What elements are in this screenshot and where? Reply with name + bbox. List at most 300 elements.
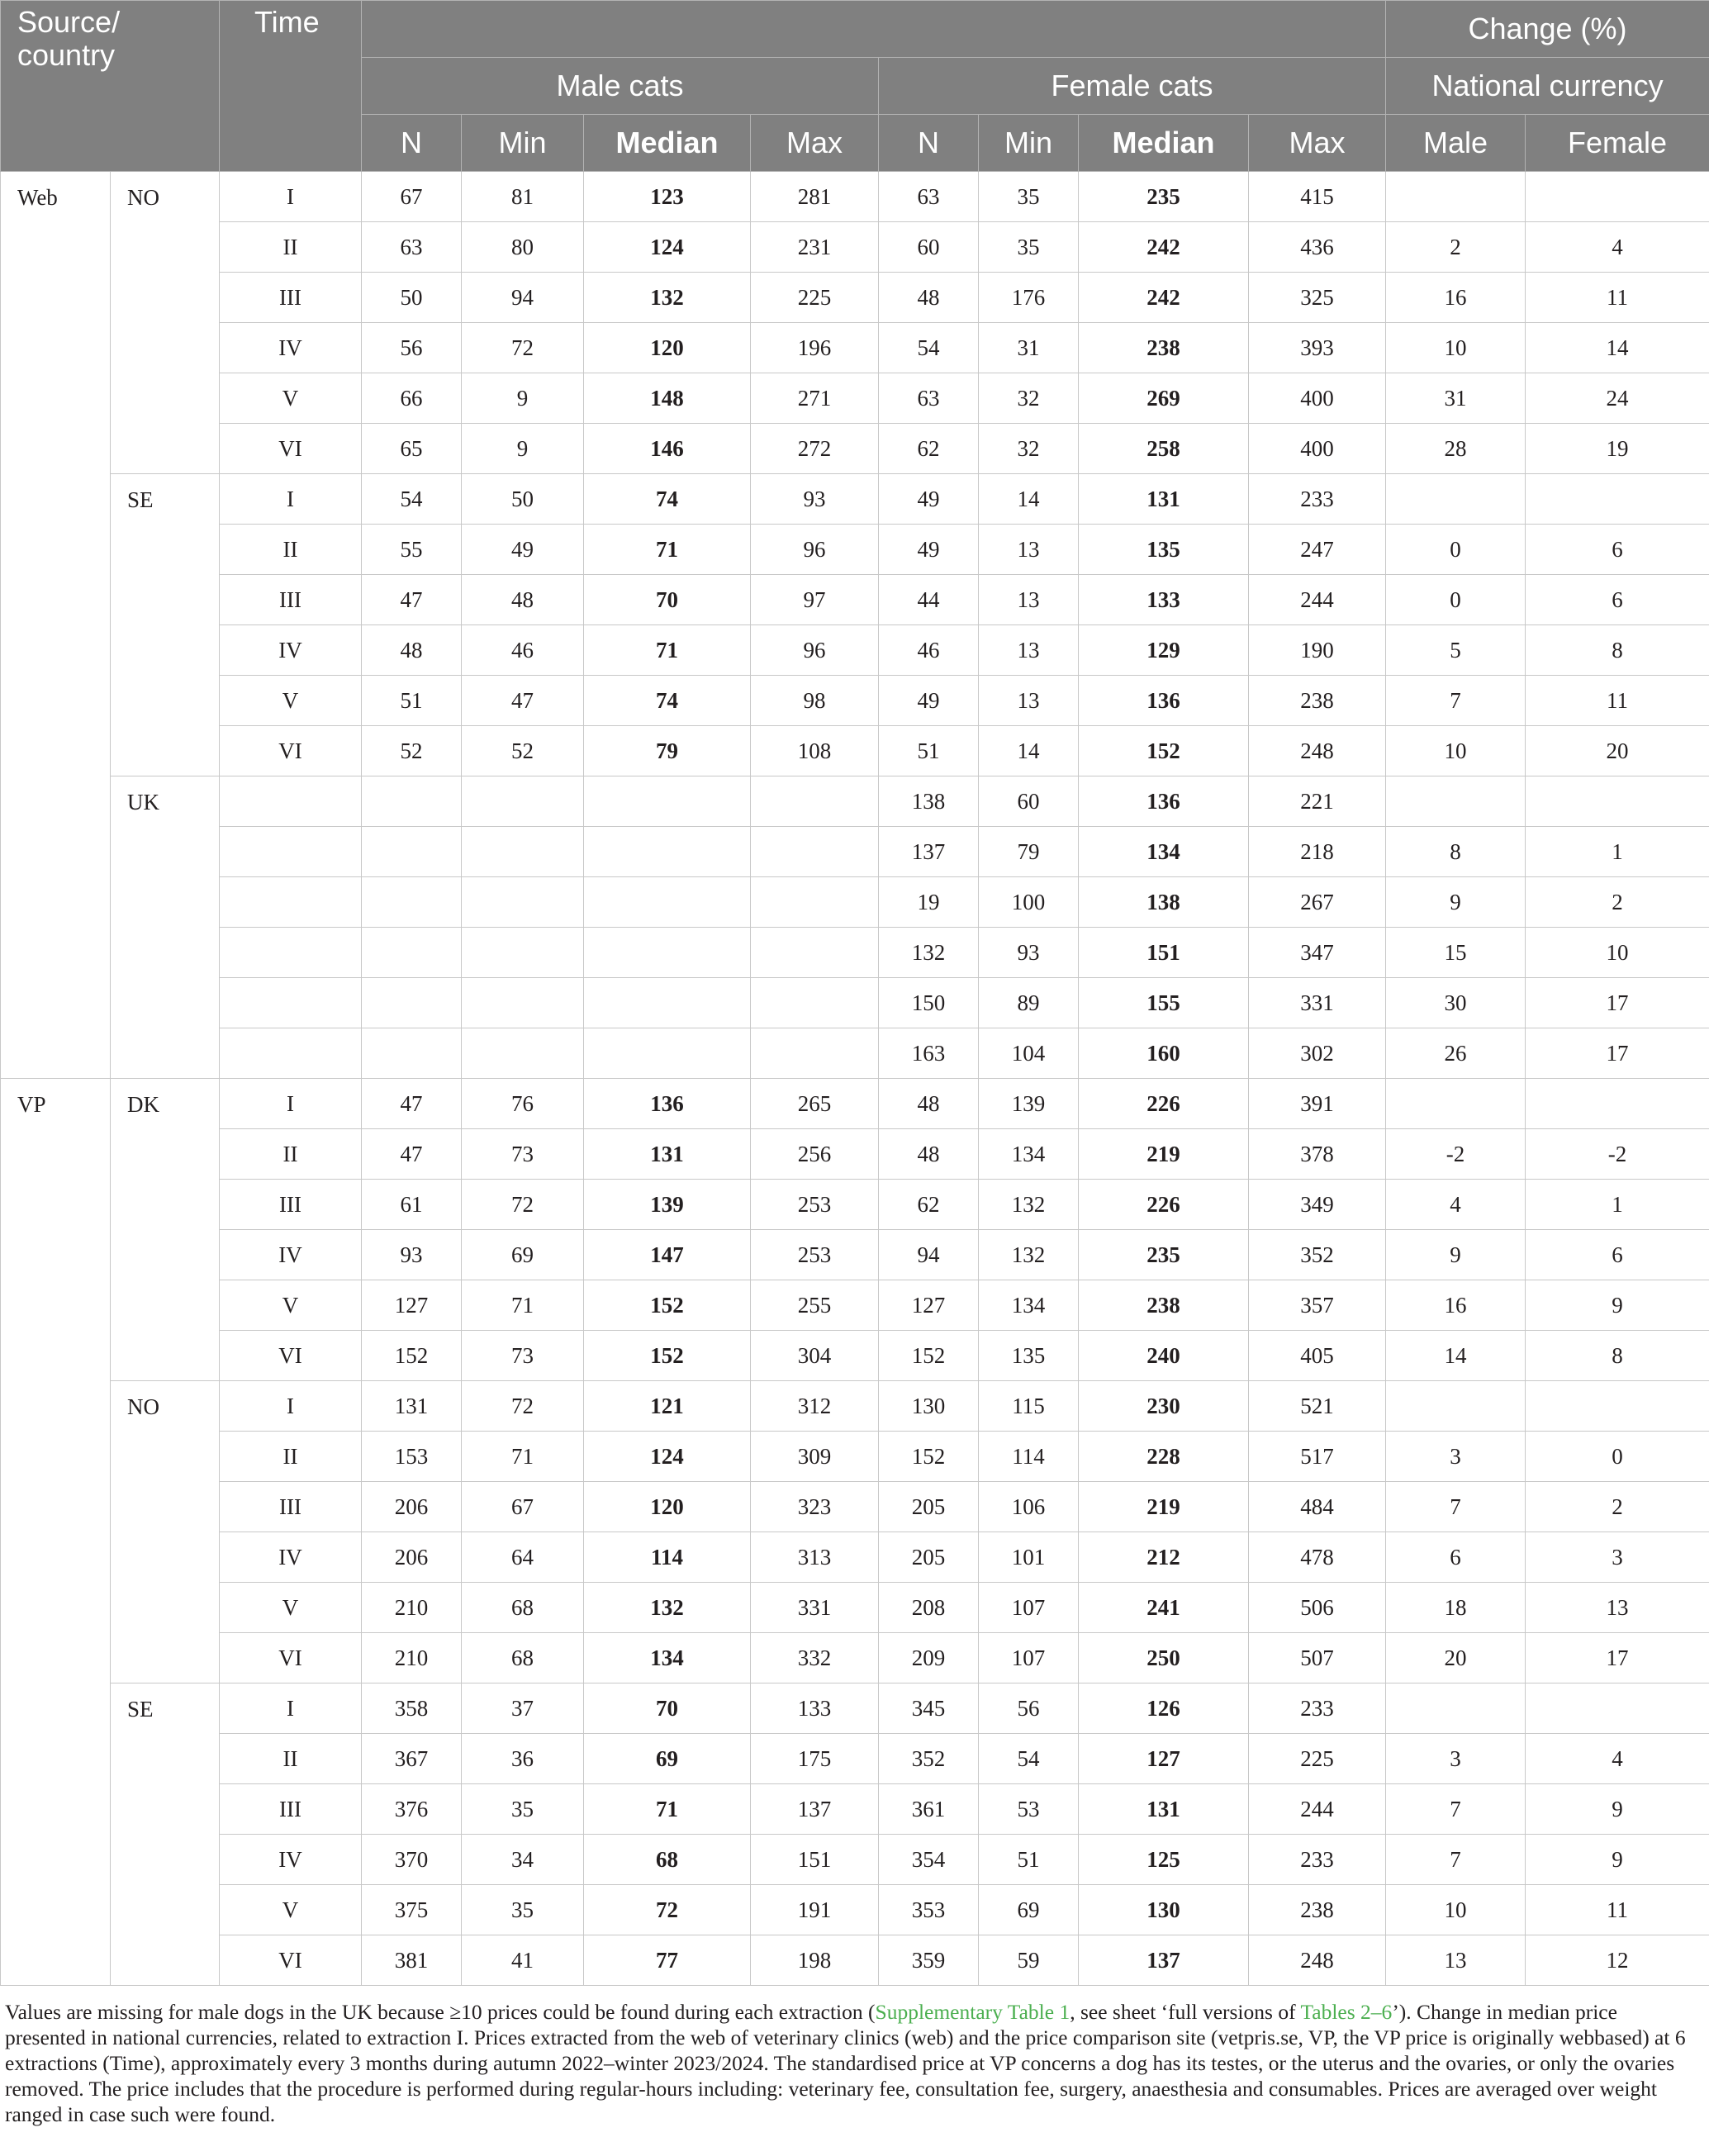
time-cell: III xyxy=(220,575,362,625)
female-median-cell: 235 xyxy=(1079,172,1249,222)
change-male-cell: 0 xyxy=(1386,575,1526,625)
male-median-cell xyxy=(584,877,751,928)
female-min-cell: 56 xyxy=(979,1683,1079,1734)
change-female-cell: 3 xyxy=(1526,1532,1709,1583)
male-n-cell: 381 xyxy=(362,1935,462,1986)
female-min-cell: 31 xyxy=(979,323,1079,373)
change-male-cell: 20 xyxy=(1386,1633,1526,1683)
table-row xyxy=(1,323,1709,373)
male-n-cell: 210 xyxy=(362,1583,462,1633)
male-median-cell xyxy=(584,928,751,978)
female-median-cell: 241 xyxy=(1079,1583,1249,1633)
male-median-cell: 132 xyxy=(584,1583,751,1633)
female-median-cell: 134 xyxy=(1079,827,1249,877)
male-n-cell: 210 xyxy=(362,1633,462,1683)
female-min-cell: 54 xyxy=(979,1734,1079,1784)
male-max-cell xyxy=(751,978,879,1028)
change-male-cell: 7 xyxy=(1386,1784,1526,1835)
female-n-cell: 345 xyxy=(879,1683,979,1734)
male-median-cell xyxy=(584,1028,751,1079)
change-male-cell: 28 xyxy=(1386,424,1526,474)
change-female-cell: 9 xyxy=(1526,1784,1709,1835)
female-min-cell: 69 xyxy=(979,1885,1079,1935)
table-row xyxy=(1,1180,1709,1230)
male-max-cell: 231 xyxy=(751,222,879,273)
male-min-cell: 41 xyxy=(462,1935,584,1986)
female-n-cell: 150 xyxy=(879,978,979,1028)
table-row xyxy=(1,424,1709,474)
male-min-cell: 81 xyxy=(462,172,584,222)
time-cell: VI xyxy=(220,1935,362,1986)
female-median-cell: 250 xyxy=(1079,1633,1249,1683)
female-min-cell: 107 xyxy=(979,1583,1079,1633)
male-max-cell: 331 xyxy=(751,1583,879,1633)
female-max-cell: 378 xyxy=(1249,1129,1386,1180)
female-n-cell: 359 xyxy=(879,1935,979,1986)
male-min-cell xyxy=(462,928,584,978)
change-female-cell: 17 xyxy=(1526,1028,1709,1079)
female-min-cell: 59 xyxy=(979,1935,1079,1986)
female-n-cell: 361 xyxy=(879,1784,979,1835)
time-cell: III xyxy=(220,1482,362,1532)
male-max-cell: 309 xyxy=(751,1432,879,1482)
table-row xyxy=(1,827,1709,877)
time-cell xyxy=(220,877,362,928)
male-max-cell xyxy=(751,827,879,877)
change-male-cell: 5 xyxy=(1386,625,1526,676)
male-max-cell: 137 xyxy=(751,1784,879,1835)
change-male-cell: 10 xyxy=(1386,323,1526,373)
male-max-cell xyxy=(751,877,879,928)
male-max-cell: 256 xyxy=(751,1129,879,1180)
male-median-cell xyxy=(584,827,751,877)
male-median-cell: 124 xyxy=(584,222,751,273)
male-n-cell xyxy=(362,1028,462,1079)
male-n-cell: 52 xyxy=(362,726,462,776)
header-male-n: N xyxy=(362,115,462,172)
change-female-cell: 1 xyxy=(1526,827,1709,877)
male-n-cell: 63 xyxy=(362,222,462,273)
female-max-cell: 478 xyxy=(1249,1532,1386,1583)
table-row xyxy=(1,474,1709,525)
header-female-cats: Female cats xyxy=(879,58,1386,115)
male-n-cell: 61 xyxy=(362,1180,462,1230)
male-median-cell: 124 xyxy=(584,1432,751,1482)
male-max-cell: 271 xyxy=(751,373,879,424)
male-n-cell: 51 xyxy=(362,676,462,726)
male-n-cell: 375 xyxy=(362,1885,462,1935)
change-female-cell: 2 xyxy=(1526,1482,1709,1532)
table-row xyxy=(1,625,1709,676)
time-cell: II xyxy=(220,1734,362,1784)
header-change-pct: Change (%) xyxy=(1386,1,1709,58)
male-max-cell: 272 xyxy=(751,424,879,474)
change-female-cell: 24 xyxy=(1526,373,1709,424)
time-cell: II xyxy=(220,222,362,273)
male-median-cell: 77 xyxy=(584,1935,751,1986)
time-cell: I xyxy=(220,1079,362,1129)
change-female-cell: 20 xyxy=(1526,726,1709,776)
male-max-cell: 96 xyxy=(751,525,879,575)
change-female-cell: 11 xyxy=(1526,676,1709,726)
female-n-cell: 60 xyxy=(879,222,979,273)
male-min-cell: 9 xyxy=(462,424,584,474)
male-min-cell: 36 xyxy=(462,1734,584,1784)
male-min-cell xyxy=(462,978,584,1028)
female-max-cell: 190 xyxy=(1249,625,1386,676)
female-max-cell: 247 xyxy=(1249,525,1386,575)
male-max-cell xyxy=(751,776,879,827)
table-row xyxy=(1,978,1709,1028)
male-n-cell: 206 xyxy=(362,1482,462,1532)
male-min-cell: 76 xyxy=(462,1079,584,1129)
time-cell: I xyxy=(220,1381,362,1432)
female-max-cell: 244 xyxy=(1249,1784,1386,1835)
female-min-cell: 32 xyxy=(979,424,1079,474)
change-male-cell xyxy=(1386,474,1526,525)
female-max-cell: 302 xyxy=(1249,1028,1386,1079)
female-max-cell: 521 xyxy=(1249,1381,1386,1432)
male-max-cell xyxy=(751,1028,879,1079)
female-max-cell: 248 xyxy=(1249,726,1386,776)
country-cell: NO xyxy=(111,1381,220,1683)
change-female-cell: 17 xyxy=(1526,978,1709,1028)
table-row xyxy=(1,1885,1709,1935)
female-n-cell: 209 xyxy=(879,1633,979,1683)
female-n-cell: 49 xyxy=(879,676,979,726)
male-min-cell: 34 xyxy=(462,1835,584,1885)
table-row xyxy=(1,1784,1709,1835)
female-min-cell: 14 xyxy=(979,726,1079,776)
female-max-cell: 238 xyxy=(1249,676,1386,726)
female-median-cell: 133 xyxy=(1079,575,1249,625)
time-cell: V xyxy=(220,1885,362,1935)
male-n-cell xyxy=(362,776,462,827)
male-max-cell xyxy=(751,928,879,978)
change-female-cell: 8 xyxy=(1526,1331,1709,1381)
female-median-cell: 240 xyxy=(1079,1331,1249,1381)
change-female-cell: 17 xyxy=(1526,1633,1709,1683)
female-max-cell: 233 xyxy=(1249,1835,1386,1885)
female-median-cell: 242 xyxy=(1079,222,1249,273)
female-max-cell: 347 xyxy=(1249,928,1386,978)
male-min-cell: 64 xyxy=(462,1532,584,1583)
male-min-cell xyxy=(462,827,584,877)
change-male-cell: 30 xyxy=(1386,978,1526,1028)
change-female-cell: 4 xyxy=(1526,222,1709,273)
male-max-cell: 313 xyxy=(751,1532,879,1583)
female-min-cell: 100 xyxy=(979,877,1079,928)
female-min-cell: 60 xyxy=(979,776,1079,827)
male-n-cell: 376 xyxy=(362,1784,462,1835)
male-max-cell: 97 xyxy=(751,575,879,625)
male-median-cell: 68 xyxy=(584,1835,751,1885)
female-median-cell: 131 xyxy=(1079,474,1249,525)
male-max-cell: 133 xyxy=(751,1683,879,1734)
change-female-cell: 11 xyxy=(1526,273,1709,323)
male-max-cell: 253 xyxy=(751,1180,879,1230)
header-male-min: Min xyxy=(462,115,584,172)
female-max-cell: 393 xyxy=(1249,323,1386,373)
female-n-cell: 138 xyxy=(879,776,979,827)
source-cell: Web xyxy=(1,172,111,1079)
table-row xyxy=(1,1482,1709,1532)
change-male-cell: 7 xyxy=(1386,1482,1526,1532)
male-max-cell: 96 xyxy=(751,625,879,676)
change-male-cell: 31 xyxy=(1386,373,1526,424)
female-min-cell: 132 xyxy=(979,1230,1079,1280)
table-row xyxy=(1,676,1709,726)
female-median-cell: 155 xyxy=(1079,978,1249,1028)
female-min-cell: 104 xyxy=(979,1028,1079,1079)
table-row xyxy=(1,525,1709,575)
table-row xyxy=(1,1734,1709,1784)
female-median-cell: 152 xyxy=(1079,726,1249,776)
female-n-cell: 127 xyxy=(879,1280,979,1331)
time-cell: IV xyxy=(220,1532,362,1583)
change-male-cell: 9 xyxy=(1386,877,1526,928)
change-female-cell: 10 xyxy=(1526,928,1709,978)
female-n-cell: 54 xyxy=(879,323,979,373)
change-female-cell: 9 xyxy=(1526,1835,1709,1885)
tables-link[interactable]: Tables 2–6 xyxy=(1300,2000,1393,2024)
male-median-cell: 146 xyxy=(584,424,751,474)
female-median-cell: 238 xyxy=(1079,1280,1249,1331)
male-median-cell: 120 xyxy=(584,323,751,373)
change-male-cell: 26 xyxy=(1386,1028,1526,1079)
female-min-cell: 114 xyxy=(979,1432,1079,1482)
change-female-cell: 2 xyxy=(1526,877,1709,928)
time-cell xyxy=(220,928,362,978)
female-n-cell: 44 xyxy=(879,575,979,625)
female-n-cell: 205 xyxy=(879,1532,979,1583)
supplementary-table-link[interactable]: Supplementary Table 1 xyxy=(875,2000,1070,2024)
female-n-cell: 46 xyxy=(879,625,979,676)
male-median-cell: 152 xyxy=(584,1280,751,1331)
female-n-cell: 48 xyxy=(879,1129,979,1180)
table-row xyxy=(1,1633,1709,1683)
male-n-cell xyxy=(362,978,462,1028)
male-max-cell: 332 xyxy=(751,1633,879,1683)
female-min-cell: 106 xyxy=(979,1482,1079,1532)
female-min-cell: 32 xyxy=(979,373,1079,424)
change-female-cell: 6 xyxy=(1526,1230,1709,1280)
male-n-cell: 367 xyxy=(362,1734,462,1784)
male-max-cell: 225 xyxy=(751,273,879,323)
female-median-cell: 258 xyxy=(1079,424,1249,474)
male-median-cell: 74 xyxy=(584,676,751,726)
male-median-cell: 74 xyxy=(584,474,751,525)
male-n-cell: 206 xyxy=(362,1532,462,1583)
female-max-cell: 415 xyxy=(1249,172,1386,222)
female-max-cell: 244 xyxy=(1249,575,1386,625)
male-min-cell: 73 xyxy=(462,1129,584,1180)
male-n-cell: 48 xyxy=(362,625,462,676)
male-max-cell: 93 xyxy=(751,474,879,525)
male-min-cell xyxy=(462,1028,584,1079)
time-cell: III xyxy=(220,1784,362,1835)
female-n-cell: 353 xyxy=(879,1885,979,1935)
table-row xyxy=(1,1079,1709,1129)
male-median-cell: 123 xyxy=(584,172,751,222)
header-female-max: Max xyxy=(1249,115,1386,172)
male-median-cell: 114 xyxy=(584,1532,751,1583)
header-blank xyxy=(362,1,1386,58)
time-cell: I xyxy=(220,172,362,222)
table-row xyxy=(1,928,1709,978)
female-max-cell: 248 xyxy=(1249,1935,1386,1986)
male-n-cell: 358 xyxy=(362,1683,462,1734)
male-n-cell xyxy=(362,877,462,928)
female-n-cell: 63 xyxy=(879,373,979,424)
female-median-cell: 242 xyxy=(1079,273,1249,323)
male-n-cell: 152 xyxy=(362,1331,462,1381)
change-male-cell: 18 xyxy=(1386,1583,1526,1633)
footnote-text-2: , see sheet ‘full versions of xyxy=(1070,2000,1301,2024)
male-min-cell: 50 xyxy=(462,474,584,525)
change-male-cell xyxy=(1386,172,1526,222)
female-max-cell: 517 xyxy=(1249,1432,1386,1482)
male-min-cell: 67 xyxy=(462,1482,584,1532)
male-n-cell: 50 xyxy=(362,273,462,323)
header-change-male: Male xyxy=(1386,115,1526,172)
female-n-cell: 163 xyxy=(879,1028,979,1079)
female-min-cell: 35 xyxy=(979,222,1079,273)
female-max-cell: 400 xyxy=(1249,373,1386,424)
change-male-cell: 13 xyxy=(1386,1935,1526,1986)
female-n-cell: 94 xyxy=(879,1230,979,1280)
change-male-cell: 7 xyxy=(1386,676,1526,726)
female-min-cell: 134 xyxy=(979,1280,1079,1331)
male-max-cell: 196 xyxy=(751,323,879,373)
male-max-cell: 253 xyxy=(751,1230,879,1280)
male-min-cell: 72 xyxy=(462,1180,584,1230)
change-female-cell: 6 xyxy=(1526,525,1709,575)
table-row xyxy=(1,1432,1709,1482)
female-n-cell: 49 xyxy=(879,525,979,575)
male-median-cell xyxy=(584,776,751,827)
male-max-cell: 312 xyxy=(751,1381,879,1432)
female-min-cell: 14 xyxy=(979,474,1079,525)
table-body xyxy=(1,172,1709,1986)
female-min-cell: 53 xyxy=(979,1784,1079,1835)
male-median-cell: 70 xyxy=(584,575,751,625)
male-n-cell: 153 xyxy=(362,1432,462,1482)
female-max-cell: 325 xyxy=(1249,273,1386,323)
change-female-cell: 19 xyxy=(1526,424,1709,474)
female-max-cell: 233 xyxy=(1249,474,1386,525)
female-median-cell: 226 xyxy=(1079,1079,1249,1129)
table-row xyxy=(1,776,1709,827)
female-n-cell: 137 xyxy=(879,827,979,877)
change-female-cell: 11 xyxy=(1526,1885,1709,1935)
change-female-cell: -2 xyxy=(1526,1129,1709,1180)
male-min-cell: 72 xyxy=(462,323,584,373)
female-min-cell: 13 xyxy=(979,676,1079,726)
male-min-cell: 9 xyxy=(462,373,584,424)
female-min-cell: 93 xyxy=(979,928,1079,978)
change-male-cell: 3 xyxy=(1386,1734,1526,1784)
table-row xyxy=(1,1028,1709,1079)
male-median-cell: 70 xyxy=(584,1683,751,1734)
table-row xyxy=(1,1583,1709,1633)
male-min-cell: 35 xyxy=(462,1885,584,1935)
female-min-cell: 79 xyxy=(979,827,1079,877)
female-n-cell: 205 xyxy=(879,1482,979,1532)
female-n-cell: 354 xyxy=(879,1835,979,1885)
male-min-cell xyxy=(462,877,584,928)
change-male-cell: 0 xyxy=(1386,525,1526,575)
male-min-cell: 73 xyxy=(462,1331,584,1381)
female-max-cell: 349 xyxy=(1249,1180,1386,1230)
female-max-cell: 267 xyxy=(1249,877,1386,928)
female-n-cell: 152 xyxy=(879,1331,979,1381)
change-male-cell: 3 xyxy=(1386,1432,1526,1482)
male-median-cell: 152 xyxy=(584,1331,751,1381)
male-max-cell: 98 xyxy=(751,676,879,726)
male-min-cell: 71 xyxy=(462,1432,584,1482)
female-min-cell: 101 xyxy=(979,1532,1079,1583)
change-male-cell: 6 xyxy=(1386,1532,1526,1583)
table-row xyxy=(1,373,1709,424)
female-min-cell: 176 xyxy=(979,273,1079,323)
table-row xyxy=(1,172,1709,222)
female-min-cell: 13 xyxy=(979,575,1079,625)
male-max-cell: 108 xyxy=(751,726,879,776)
male-n-cell xyxy=(362,928,462,978)
country-cell: SE xyxy=(111,474,220,776)
time-cell: II xyxy=(220,1432,362,1482)
male-median-cell: 79 xyxy=(584,726,751,776)
time-cell: VI xyxy=(220,1331,362,1381)
change-female-cell: 1 xyxy=(1526,1180,1709,1230)
female-min-cell: 139 xyxy=(979,1079,1079,1129)
female-median-cell: 219 xyxy=(1079,1129,1249,1180)
female-min-cell: 134 xyxy=(979,1129,1079,1180)
change-female-cell xyxy=(1526,1079,1709,1129)
male-n-cell: 55 xyxy=(362,525,462,575)
female-median-cell: 131 xyxy=(1079,1784,1249,1835)
table-row xyxy=(1,1331,1709,1381)
change-female-cell xyxy=(1526,474,1709,525)
change-female-cell: 0 xyxy=(1526,1432,1709,1482)
header-female-min: Min xyxy=(979,115,1079,172)
change-male-cell: 9 xyxy=(1386,1230,1526,1280)
male-n-cell: 56 xyxy=(362,323,462,373)
female-median-cell: 125 xyxy=(1079,1835,1249,1885)
female-n-cell: 352 xyxy=(879,1734,979,1784)
male-min-cell: 49 xyxy=(462,525,584,575)
male-max-cell: 265 xyxy=(751,1079,879,1129)
male-min-cell: 48 xyxy=(462,575,584,625)
male-min-cell: 35 xyxy=(462,1784,584,1835)
female-max-cell: 331 xyxy=(1249,978,1386,1028)
male-n-cell: 93 xyxy=(362,1230,462,1280)
female-median-cell: 138 xyxy=(1079,877,1249,928)
change-female-cell xyxy=(1526,172,1709,222)
female-median-cell: 137 xyxy=(1079,1935,1249,1986)
footnote-text-3: ’). Change in median price presented in national currencies, related to extraction I. Prices extracted from the web of veterinary clinics (web) and the price comparison site (vetpris.se, VP, the VP price is originally webbased) at 6 extractions (Time), approximately every 3 months during autumn 2022–winter 2023/2024. The standardised price at VP concerns a dog has its testes, or the uterus and the ovaries, or only the ovaries removed. The price includes that the procedure is performed during regular-hours including: veterinary fee, consultation fee, surgery, anaesthesia and consumables. Prices are averaged over weight ranged in case such were found. xyxy=(5,2000,1686,2126)
male-n-cell: 47 xyxy=(362,575,462,625)
source-cell: VP xyxy=(1,1079,111,1986)
time-cell: IV xyxy=(220,1835,362,1885)
male-min-cell: 52 xyxy=(462,726,584,776)
table-row xyxy=(1,1935,1709,1986)
male-median-cell: 120 xyxy=(584,1482,751,1532)
male-n-cell: 66 xyxy=(362,373,462,424)
female-median-cell: 129 xyxy=(1079,625,1249,676)
female-min-cell: 13 xyxy=(979,525,1079,575)
